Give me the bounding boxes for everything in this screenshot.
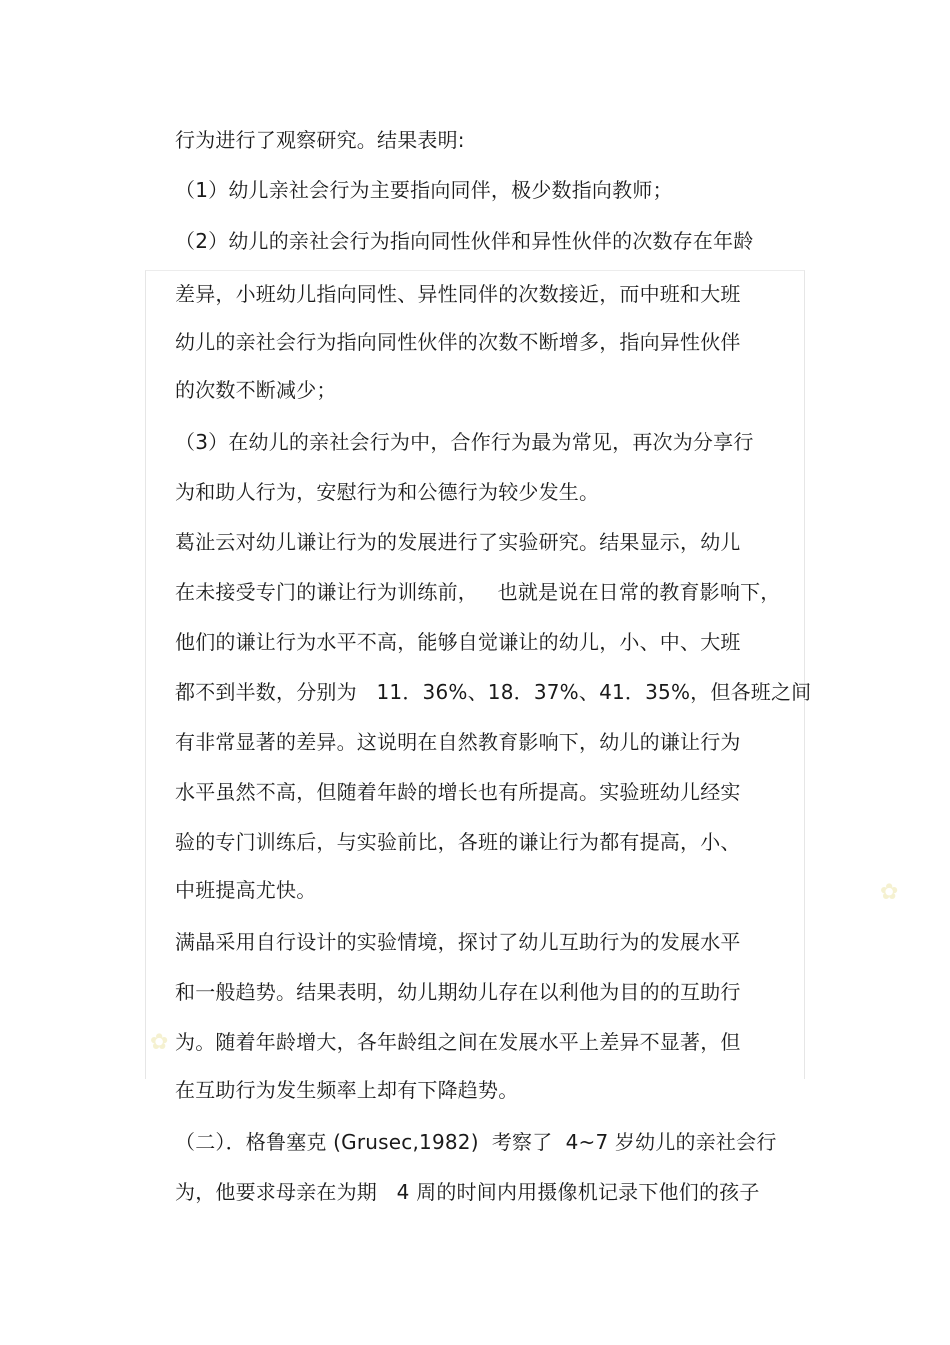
watermark-flower-icon: ✿ [150,1030,169,1055]
text-line-15: 验的专门训练后，与实验前比，各班的谦让行为都有提高，小、 [175,830,741,854]
text-line-7: （3）在幼儿的亲社会行为中，合作行为最为常见，再次为分享行 [175,430,754,454]
text-line-1: 行为进行了观察研究。结果表明: [175,128,465,152]
watermark-flower-icon: ✿ [880,880,899,905]
text-line-12: 都不到半数，分别为 11．36%、18．37%、41．35%，但各班之间 [175,680,812,704]
text-line-18: 和一般趋势。结果表明，幼儿期幼儿存在以利他为目的的互助行 [175,980,741,1004]
text-line-22: 为，他要求母亲在为期 4 周的时间内用摄像机记录下他们的孩子 [175,1180,760,1204]
text-line-19: 为。随着年龄增大，各年龄组之间在发展水平上差异不显著，但 [175,1030,741,1054]
text-line-11: 他们的谦让行为水平不高，能够自觉谦让的幼儿，小、中、大班 [175,630,741,654]
text-line-13: 有非常显著的差异。这说明在自然教育影响下，幼儿的谦让行为 [175,730,741,754]
text-line-3: （2）幼儿的亲社会行为指向同性伙伴和异性伙伴的次数存在年龄 [175,229,754,253]
text-line-21: （二）．格鲁塞克 (Grusec,1982) 考察了 4~7 岁幼儿的亲社会行 [175,1130,777,1154]
text-line-8: 为和助人行为，安慰行为和公德行为较少发生。 [175,480,600,504]
text-line-5: 幼儿的亲社会行为指向同性伙伴的次数不断增多，指向异性伙伴 [175,330,741,354]
text-line-17: 满晶采用自行设计的实验情境，探讨了幼儿互助行为的发展水平 [175,930,741,954]
text-line-2: （1）幼儿亲社会行为主要指向同伴，极少数指向教师； [175,178,673,202]
text-line-20: 在互助行为发生频率上却有下降趋势。 [175,1078,519,1102]
text-line-16: 中班提高尤快。 [175,878,317,902]
text-line-10: 在未接受专门的谦让行为训练前， 也就是说在日常的教育影响下， [175,580,781,604]
text-line-9: 葛沚云对幼儿谦让行为的发展进行了实验研究。结果显示，幼儿 [175,530,741,554]
text-line-14: 水平虽然不高，但随着年龄的增长也有所提高。实验班幼儿经实 [175,780,741,804]
text-line-6: 的次数不断减少； [175,378,337,402]
text-line-4: 差异，小班幼儿指向同性、异性同伴的次数接近，而中班和大班 [175,282,741,306]
